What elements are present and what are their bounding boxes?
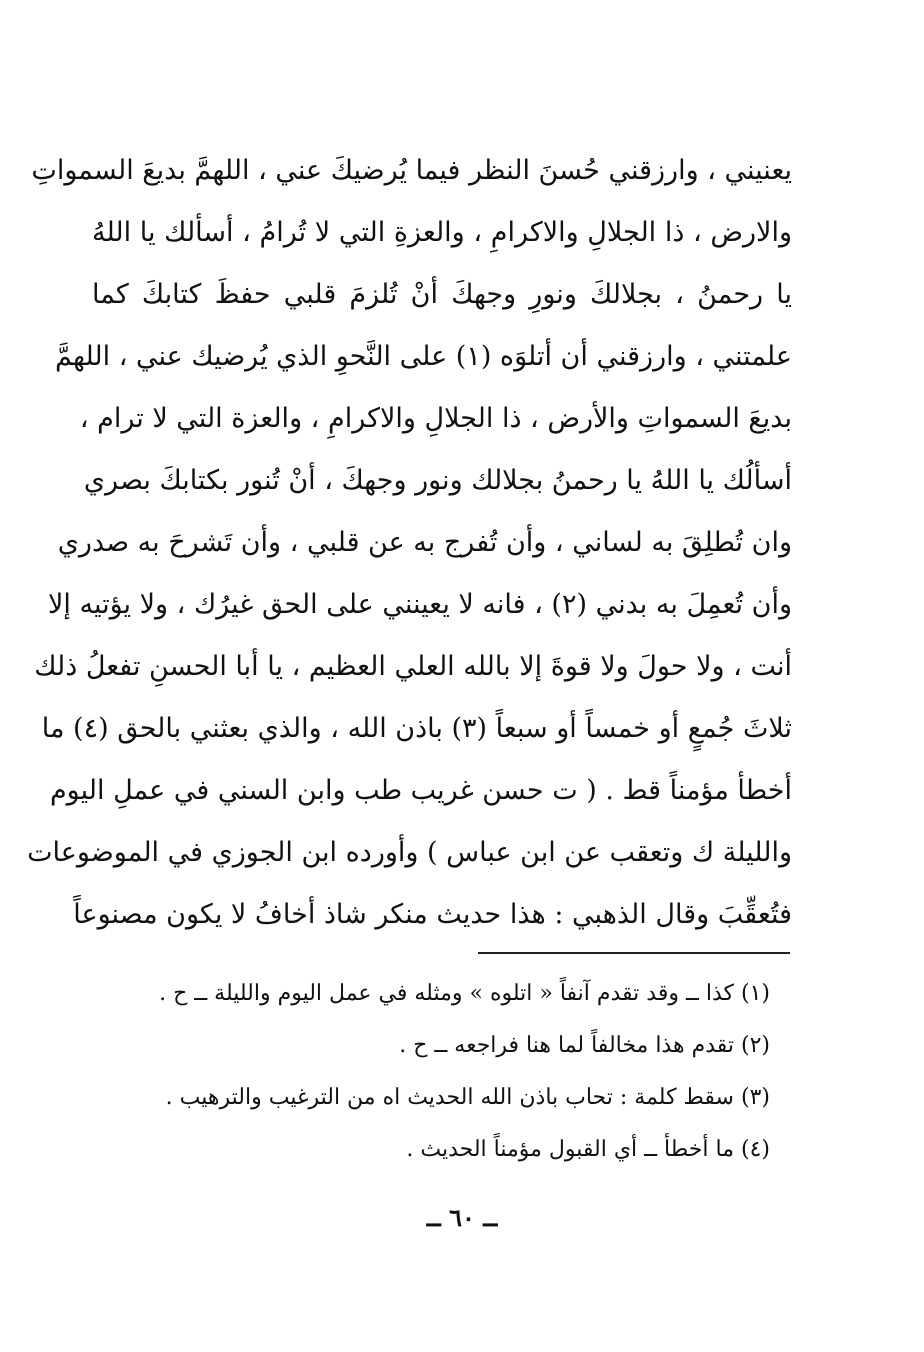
text-line: وأن تُعمِلَ به بدني (٢) ، فانه لا يعينني على الحق غيرُك ، ولا يؤتيه إلا	[47, 589, 792, 620]
page-number: ــ ٦٠ ــ	[426, 1203, 498, 1232]
text-line: فتُعقِّبَ وقال الذهبي : هذا حديث منكر شاذ أخافُ لا يكون مصنوعاً	[73, 899, 792, 930]
text-line: وان تُطلِقَ به لساني ، وأن تُفرج به عن قلبي ، وأن تَشرحَ به صدري	[57, 527, 792, 558]
text-line: يا رحمنُ ، بجلالكَ ونورِ وجهكَ أنْ تُلزمَ قلبي حفظَ كتابكَ كما	[92, 279, 792, 310]
text-line: أنت ، ولا حولَ ولا قوةَ إلا بالله العلي العظيم ، يا أبا الحسنِ تفعلُ ذلك	[34, 651, 792, 682]
footnote-divider	[478, 952, 790, 954]
footnote-1: (١) كذا ــ وقد تقدم آنفاً « اتلوه » ومثله في عمل اليوم والليلة ــ ح .	[159, 981, 770, 1006]
footnote-4: (٤) ما أخطأ ــ أي القبول مؤمناً الحديث .	[406, 1137, 770, 1162]
text-line: ثلاثَ جُمعٍ أو خمساً أو سبعاً (٣) باذن الله ، والذي بعثني بالحق (٤) ما	[41, 713, 792, 744]
footnote-3: (٣) سقط كلمة : تحاب باذن الله الحديث اه من الترغيب والترهيب .	[165, 1085, 770, 1110]
text-line: أخطأ مؤمناً قط . ( ت حسن غريب طب وابن السني في عملِ اليوم	[49, 775, 792, 806]
text-line: والارض ، ذا الجلالِ والاكرامِ ، والعزةِ التي لا تُرامُ ، أسألك يا اللهُ	[92, 217, 792, 248]
text-line: بديعَ السمواتِ والأرض ، ذا الجلالِ والاكرامِ ، والعزة التي لا ترام ،	[79, 403, 792, 434]
text-line: أسألُك يا اللهُ يا رحمنُ بجلالك ونور وجهكَ ، أنْ تُنور بكتابكَ بصري	[83, 465, 792, 496]
main-text	[27, 140, 792, 946]
text-line: والليلة ك وتعقب عن ابن عباس ) وأورده ابن الجوزي في الموضوعات	[27, 837, 792, 868]
footnotes	[120, 968, 770, 1176]
text-line: علمتني ، وارزقني أن أتلوَه (١) على النَّحوِ الذي يُرضيك عني ، اللهمَّ	[55, 341, 792, 372]
text-line: يعنيني ، وارزقني حُسنَ النظر فيما يُرضيكَ عني ، اللهمَّ بديعَ السمواتِ	[31, 155, 792, 186]
footnote-2: (٢) تقدم هذا مخالفاً لما هنا فراجعه ــ ح .	[399, 1033, 770, 1058]
